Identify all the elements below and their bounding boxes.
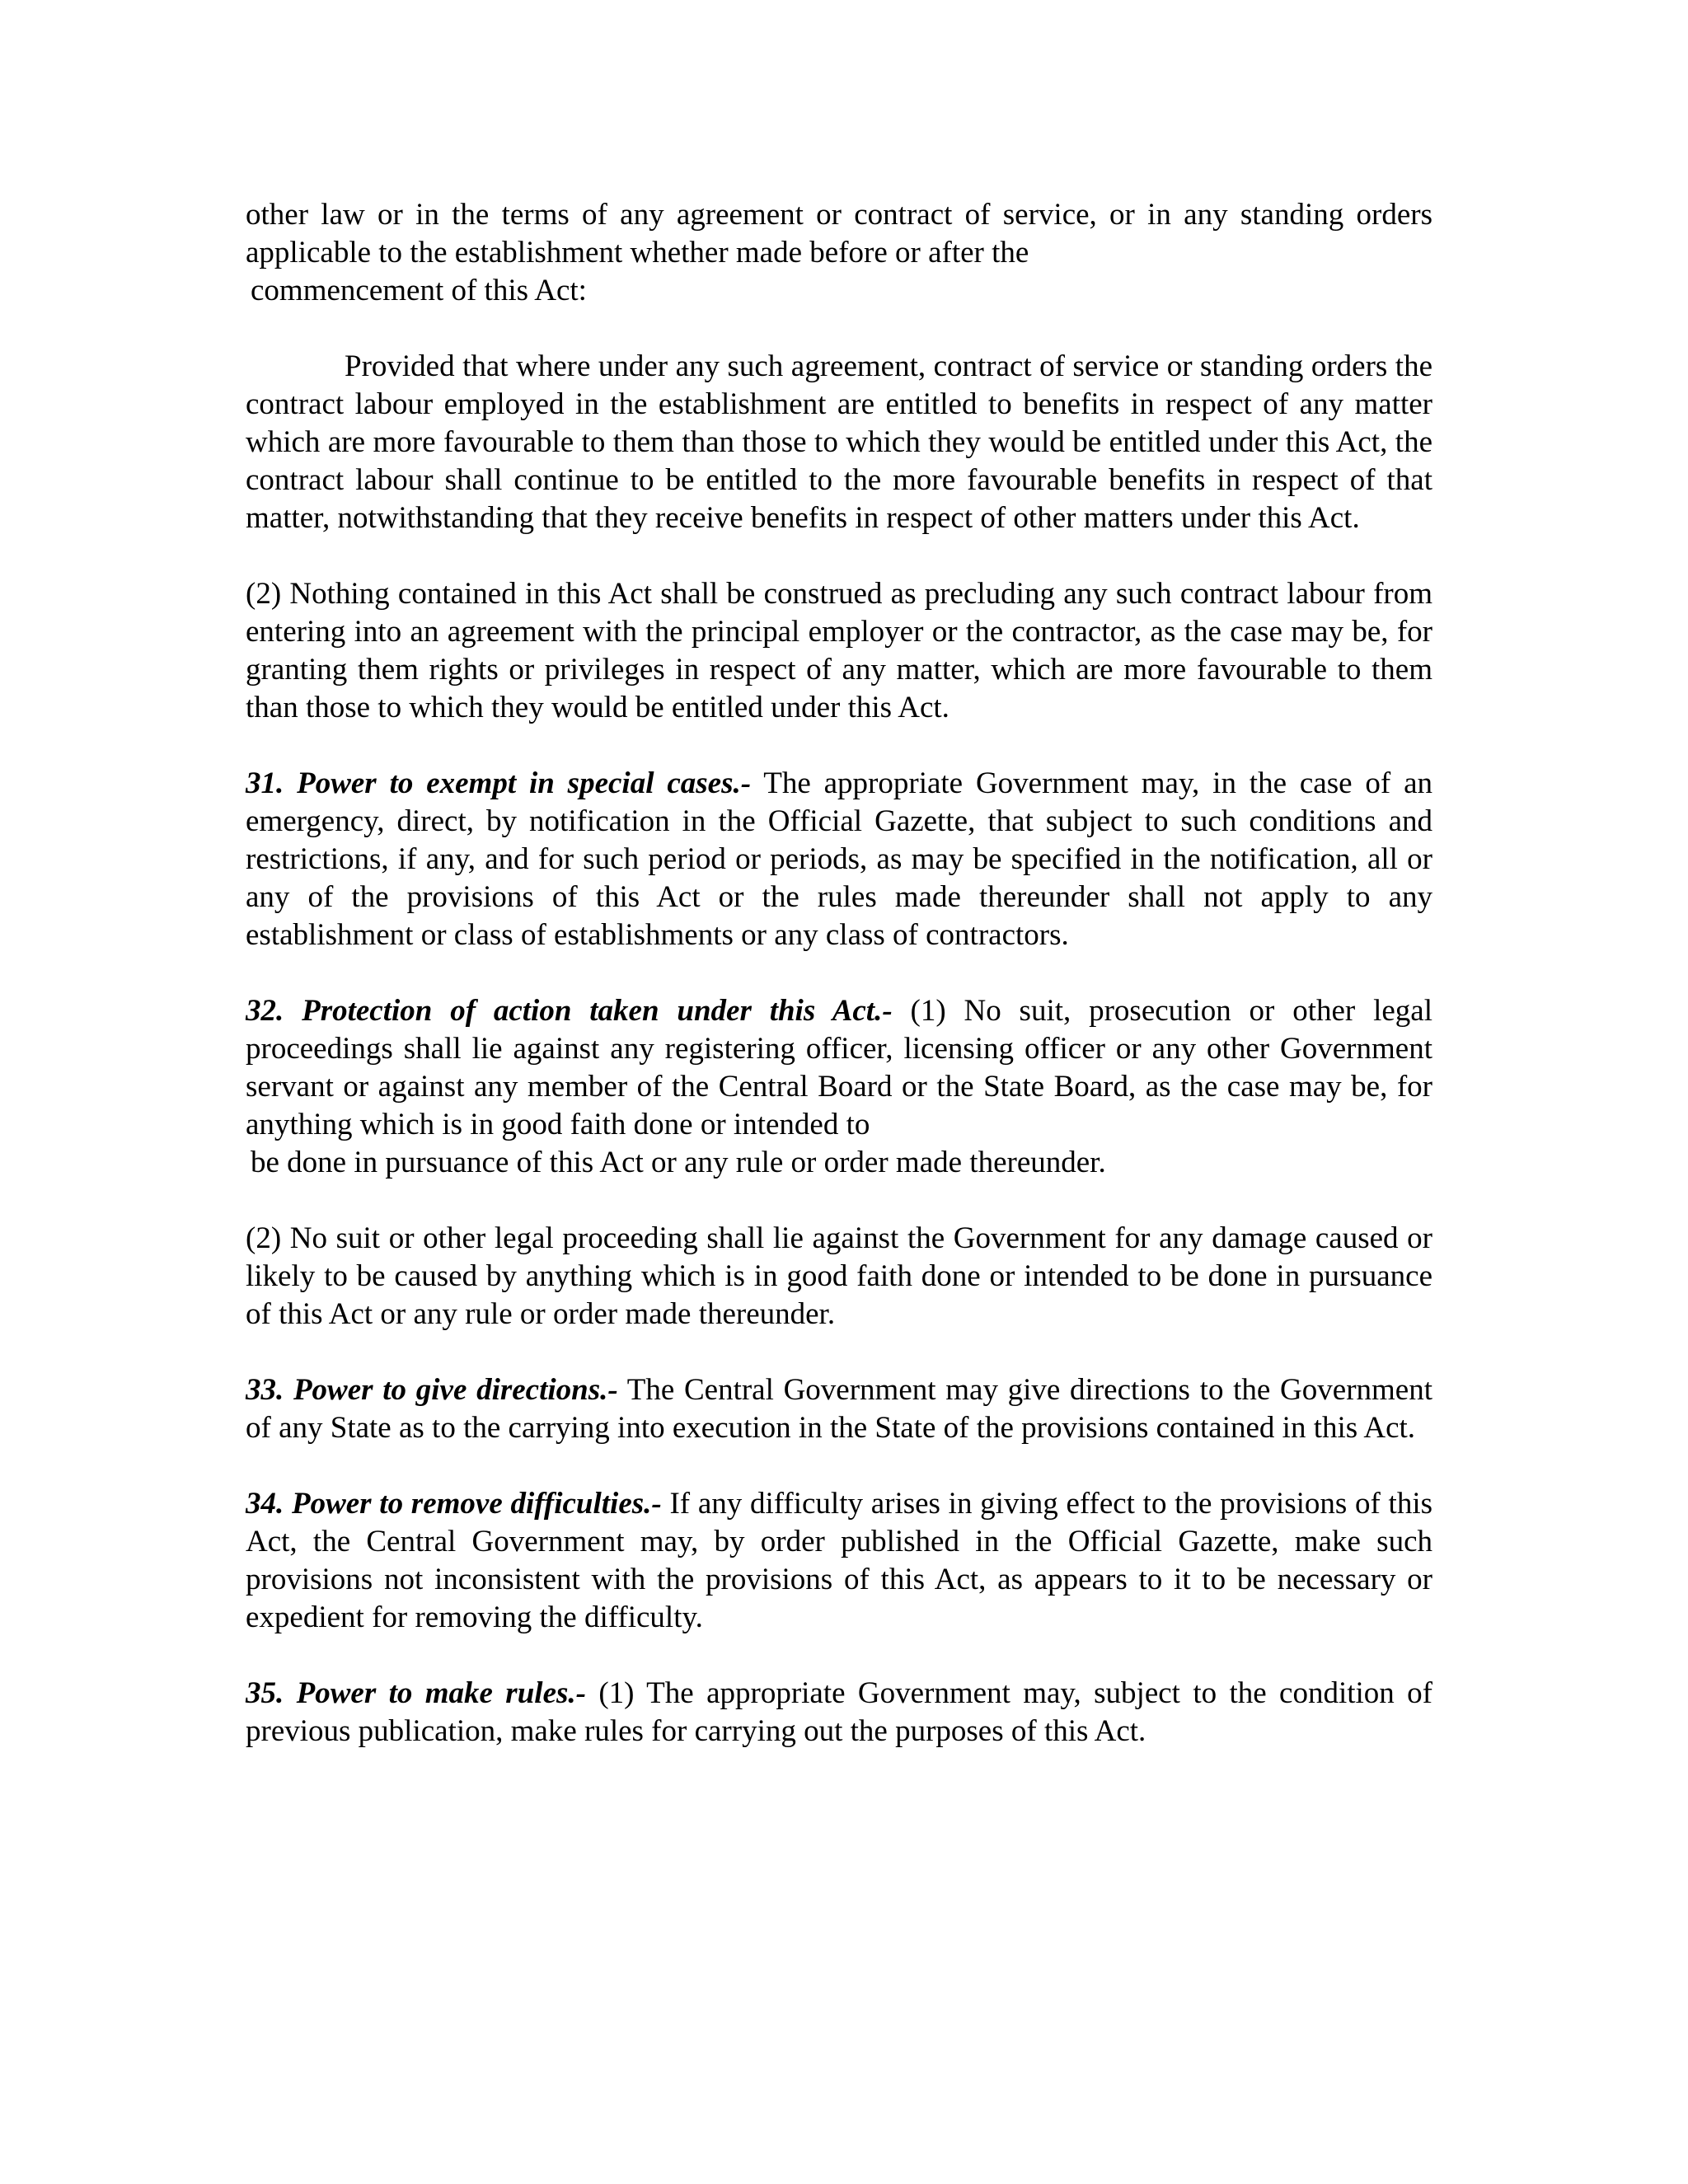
- paragraph-text: other law or in the terms of any agreement or contract of service, or in any standing orders applicable to the establishment whether made before or after the: [246, 198, 1432, 269]
- section-34: [246, 1485, 1432, 1637]
- section-heading: 32. Protection of action taken under this Act.-: [246, 994, 893, 1028]
- section-heading: 31. Power to exempt in special cases.-: [246, 766, 752, 800]
- section-31: [246, 765, 1432, 954]
- section-heading: 34. Power to remove difficulties.-: [246, 1487, 662, 1521]
- paragraph-subsection-2b: (2) No suit or other legal proceeding shall lie against the Government for any damage caused or likely to be caused by anything which is in good faith done or intended to be done in pursuance of this Act or any rule or order made thereunder.: [246, 1221, 1432, 1331]
- section-body: The Central Government may give directions to the Government of any State as to the carrying into execution in the State of the provisions contained in this Act.: [246, 1373, 1432, 1445]
- section-body: (1) The appropriate Government may, subject to the condition of previous publication, make rules for carrying out the purposes of this Act.: [246, 1676, 1432, 1748]
- section-body: be done in pursuance of this Act or any rule or order made thereunder.: [251, 1146, 1106, 1179]
- section-body: If any difficulty arises in giving effect to the provisions of this Act, the Central Government may, by order published in the Official Gazette, make such provisions not inconsistent with the provisions of this Act, as appears to it to be necessary or expedient for removing the difficulty.: [246, 1487, 1433, 1634]
- section-32: [246, 992, 1432, 1182]
- section-body: The appropriate Government may, in the case of an emergency, direct, by notification in the Official Gazette, that subject to such conditions and restrictions, if any, and for such period or periods, as may be specified in the notification, all or any of the provisions of this Act or the rules made thereunder shall not apply to any establishment or class of establishments or any class of contractors.: [246, 766, 1432, 952]
- paragraph-proviso: Provided that where under any such agreement, contract of service or standing orders the contract labour employed in the establishment are entitled to benefits in respect of any matter which are more favourable to them than those to which they would be entitled under this Act, the contract labour shall continue to be entitled to the more favourable benefits in respect of that matter, notwithstanding that they receive benefits in respect of other matters under this Act.: [246, 349, 1432, 535]
- document-page: [246, 196, 1432, 1788]
- paragraph-subsection-2: (2) Nothing contained in this Act shall be construed as precluding any such contract labour from entering into an agreement with the principal employer or the contractor, as the case may be, for granting them rights or privileges in respect of any matter, which are more favourable to them than those to which they would be entitled under this Act.: [246, 577, 1432, 724]
- section-33: [246, 1371, 1432, 1447]
- section-35: [246, 1675, 1432, 1750]
- section-body: (1) No suit, prosecution or other legal proceedings shall lie against any registering officer, licensing officer or any other Government servant or against any member of the Central Board or the State Board, as the case may be, for anything which is in good faith done or intended to: [246, 994, 1432, 1141]
- paragraph-text: commencement of this Act:: [251, 274, 587, 307]
- paragraph-continuation: [246, 196, 1432, 310]
- section-heading: 33. Power to give directions.-: [246, 1373, 618, 1407]
- section-heading: 35. Power to make rules.-: [246, 1676, 586, 1710]
